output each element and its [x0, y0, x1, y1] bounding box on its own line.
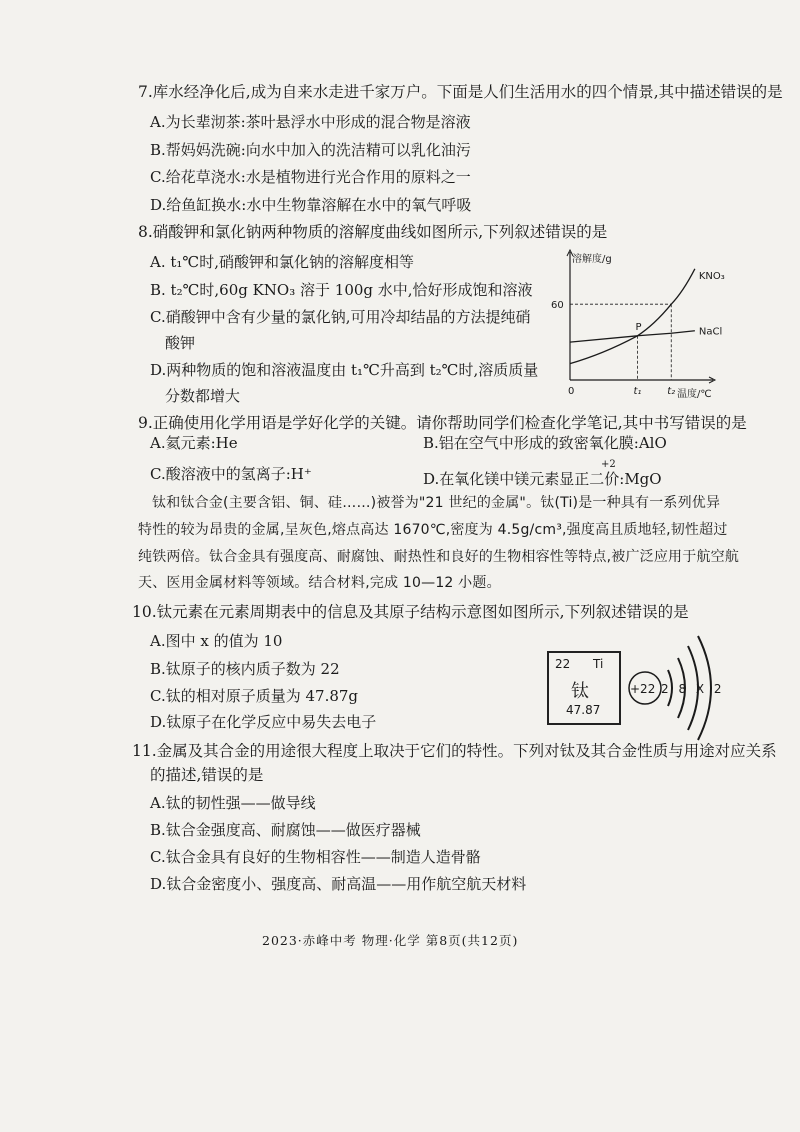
q11-option-b: B.钛合金强度高、耐腐蚀——做医疗器械: [150, 821, 421, 839]
q10-option-d: D.钛原子在化学反应中易失去电子: [150, 713, 377, 731]
element-symbol: Ti: [593, 657, 604, 671]
q9-option-d: D.在氧化镁中镁元素显正二价:MgO: [423, 470, 662, 488]
nucleus-charge: +22: [630, 682, 656, 696]
intersection-label: P: [635, 321, 642, 333]
x-tick-t2: t₂: [667, 386, 676, 397]
q8-option-c: C.硝酸钾中含有少量的氯化钠,可用冷却结晶的方法提纯硝: [150, 308, 531, 326]
atomic-number: 22: [555, 657, 571, 671]
q7-option-d: D.给鱼缸换水:水中生物靠溶解在水中的氧气呼吸: [150, 196, 472, 214]
element-name: 钛: [571, 681, 589, 702]
q11-stem: 11.金属及其合金的用途很大程度上取决于它们的特性。下列对钛及其合金性质与用途对应关系: [132, 742, 777, 760]
shell-electrons: 2 8 X 2: [661, 682, 725, 696]
q9-option-a: A.氦元素:He: [150, 434, 238, 452]
periodic-table-cell: [547, 651, 621, 725]
q9-option-c: C.酸溶液中的氢离子:H⁺: [150, 465, 312, 483]
page-footer: 2023·赤峰中考 物理·化学 第8页(共12页): [262, 933, 519, 948]
x-tick-t1: t₁: [633, 386, 642, 397]
kno3-curve: [570, 269, 695, 364]
q11-option-c: C.钛合金具有良好的生物相容性——制造人造骨骼: [150, 848, 481, 866]
passage-line-3: 纯铁两倍。钛合金具有强度高、耐腐蚀、耐热性和良好的生物相容性等特点,被广泛应用于航空航: [138, 549, 740, 565]
q8-option-b: B. t₂℃时,60g KNO₃ 溶于 100g 水中,恰好形成饱和溶液: [150, 281, 533, 299]
nacl-label: NaCl: [698, 326, 723, 338]
y-tick-label: 60: [551, 300, 564, 312]
atomic-mass: 47.87: [566, 703, 601, 717]
q10-option-b: B.钛原子的核内质子数为 22: [150, 660, 340, 678]
q7-stem: 7.库水经净化后,成为自来水走进千家万户。下面是人们生活用水的四个情景,其中描述错误的是: [138, 83, 783, 101]
q7-option-c: C.给花草浇水:水是植物进行光合作用的原料之一: [150, 168, 471, 186]
q11-option-a: A.钛的韧性强——做导线: [150, 794, 316, 812]
passage-line-1: 钛和钛合金(主要含铝、铜、硅……)被誉为"21 世纪的金属"。钛(Ti)是一种具有一系列优异: [152, 495, 721, 511]
passage-line-2: 特性的较为昂贵的金属,呈灰色,熔点高达 1670℃,密度为 4.5g/cm³,强度高且质地轻,韧性超过: [138, 522, 728, 538]
q10-stem: 10.钛元素在元素周期表中的信息及其原子结构示意图如图所示,下列叙述错误的是: [132, 603, 689, 621]
q9-option-b: B.铝在空气中形成的致密氧化膜:AlO: [423, 434, 667, 452]
kno3-label: KNO₃: [698, 270, 725, 282]
q9-stem: 9.正确使用化学用语是学好化学的关键。请你帮助同学们检查化学笔记,其中书写错误的是: [138, 414, 747, 432]
q7-option-a: A.为长辈沏茶:茶叶悬浮水中形成的混合物是溶液: [150, 113, 471, 131]
q8-option-d-cont: 分数都增大: [165, 387, 241, 405]
q8-stem: 8.硝酸钾和氯化钠两种物质的溶解度曲线如图所示,下列叙述错误的是: [138, 223, 608, 241]
q8-option-a: A. t₁℃时,硝酸钾和氯化钠的溶解度相等: [150, 253, 414, 271]
passage-line-4: 天、医用金属材料等领域。结合材料,完成 10—12 小题。: [138, 575, 501, 591]
q8-option-c-cont: 酸钾: [165, 334, 196, 352]
x-axis-label: 温度/℃: [677, 389, 712, 400]
q11-option-d: D.钛合金密度小、强度高、耐高温——用作航空航天材料: [150, 875, 527, 893]
y-axis-label: 溶解度/g: [572, 254, 612, 265]
origin-label: 0: [568, 386, 575, 397]
nacl-curve: [570, 331, 695, 342]
q11-stem-cont: 的描述,错误的是: [150, 766, 264, 784]
q10-option-c: C.钛的相对原子质量为 47.87g: [150, 687, 359, 705]
solubility-chart: [545, 245, 725, 405]
q7-option-b: B.帮妈妈洗碗:向水中加入的洗洁精可以乳化油污: [150, 141, 471, 159]
q9-valence-mark: +2: [601, 459, 616, 470]
q10-option-a: A.图中 x 的值为 10: [150, 632, 283, 650]
q8-option-d: D.两种物质的饱和溶液温度由 t₁℃升高到 t₂℃时,溶质质量: [150, 361, 539, 379]
